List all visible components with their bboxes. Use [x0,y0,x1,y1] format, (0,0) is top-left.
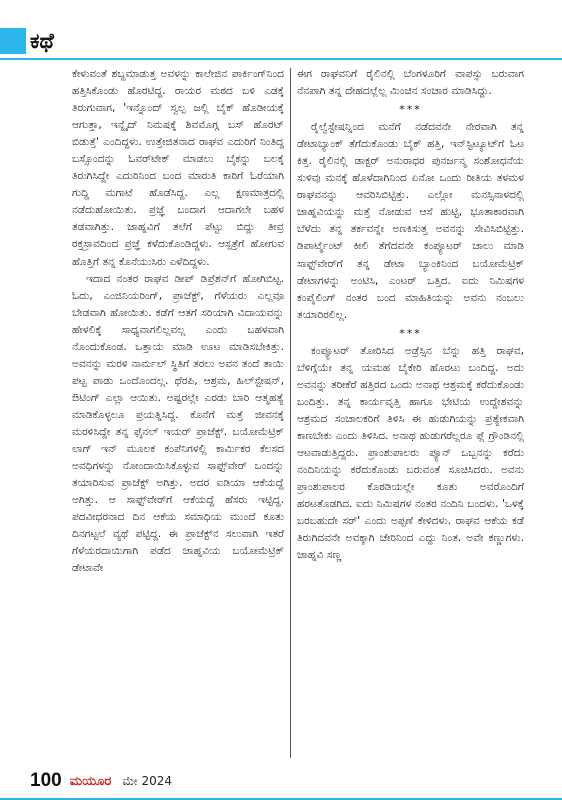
page-header [0,22,562,58]
section-title: ಕಥೆ [30,29,54,53]
page-number: 100 [30,770,62,791]
paragraph: ರೈಲ್ವೆಸ್ಟೇಷನ್ನಿಂದ ಮನೆಗೆ ನಡೆದವನೇ ನೇರವಾಗಿ ತನ್ನ ಡೇಟಾಬ್ಯಾಂಕ್ ತೆಗೆದುಕೊಂಡು ಬೈಕ್ ಹತ್ತಿ, ಇನ್‌ಸ್ಟಿಟ್ಯೂಟ್‌ಗೆ ಓಟ ಕಿತ್ತ. ರೈಲಿನಲ್ಲಿ ಡಾಕ್ಟರ್ ಅನುರಾಧರ ಪುನರ್ಜನ್ಮ ಸಂಶೋಧನೆಯ ಸುಳಿವು ಮನಕ್ಕೆ ಹೊಳೆದಾಗಿನಿಂದ ಏನೋ ಒಂದು ರೀತಿಯ ತಳಮಳ ರಾಘವನನ್ನು ಆವರಿಸಿಬಿಟ್ಟಿತ್ತು. ಎಲ್ಲೋ ಮನಸ್ಸಿನಾಳದಲ್ಲಿ ಜಾಹ್ನವಿಯನ್ನು ಮತ್ತೆ ನೋಡುವ ಆಸೆ ಹುಟ್ಟಿ, ಭೂತಾಕಾರವಾಗಿ ಬೆಳೆದು ತನ್ನ ತರ್ಕವನ್ನೇ ಅಣಕಿಸುತ್ತ ಅವನನ್ನು ಸೇವಿಸಿಬಿಟ್ಟಿತ್ತು. ಡಿಪಾರ್ಟ್ಮೆಂಟ್ ಕೀಲಿ ತೆಗೆದವನೇ ಕಂಪ್ಯೂಟರ್ ಚಾಲು ಮಾಡಿ ಸಾಫ್ಟ್‌ವೇರ್‌ಗೆ ತನ್ನ ಡೇಟಾ ಬ್ಯಾಂಕಿನಿಂದ ಬಯೋಮೆಟ್ರಿಕ್ ಡೇಟಾಗಳನ್ನು ಅಂಟಿಸಿ, ಎಂಟರ್ ಒತ್ತಿದ. ಐದು ನಿಮಿಷಗಳ ಕಂಪೈಲಿಂಗ್ ನಂತರ ಬಂದ ಮಾಹಿತಿಯನ್ನು ಅವನು ನಂಬಲು ತಯಾರಿರಲಿಲ್ಲ. [297,121,524,321]
article-body [72,66,524,766]
section-separator: *** [399,326,422,340]
paragraph: ಕೇಳುವಂತೆ ಶಬ್ದಮಾಡುತ್ತ ಅವಳನ್ನು ಕಾಲೇಜಿನ ಪಾರ್ಕಿಂಗ್‌ನಿಂದ ಹತ್ತಿಸಿಕೊಂಡು ಹೊರಟಿದ್ದ. ರಾಯರ ಮಠದ ಬಳಿ ಎಡಕ್ಕೆ ತಿರುಗುವಾಗ, 'ಇನ್ನೊಂದ್ ಸ್ವಲ್ಪ ಜಲ್ಲಿ ಬೈಕ್ ಹೊಡೀಯಕ್ಕೆ ಆಗುತ್ತಾ, ಇನ್ನೈದ್ ನಿಮಷಕ್ಕೆ ಶಿವಮೊಗ್ಗ ಬಸ್ ಹೊರಟ್ ಬಿಡುತ್ತೆ' ಎಂದಿದ್ದಳು. ಉತ್ತೇಜಿತನಾದ ರಾಘವ ಎದುರಿಗೆ ನಿಂತಿದ್ದ ಬಸ್ಸೊಂದನ್ನು ಓವರ್‌ಟೇಕ್ ಮಾಡಲು ಬೈಕನ್ನು ಬಲಕ್ಕೆ ತಿರುಗಿಸಿದ್ದೇ ಎದುರಿನಿಂದ ಬಂದ ಮಾರುತಿ ಕಾರಿಗೆ ಓರೆಯಾಗಿ ಗುದ್ದಿ ಮಗಾಟೆ ಹೊಡೆಸಿದ್ದ. ಎಲ್ಲ ಕ್ಷಣಮಾತ್ರದಲ್ಲಿ ನಡೆದುಹೋಯಿತು. ಪ್ರಜ್ಞೆ ಬಂದಾಗ ಆದಾಗಲೇ ಬಹಳ ತಡವಾಗಿತ್ತು. ಜಾಹ್ನವಿಗೆ ತಲೆಗೆ ಪೆಟ್ಟು ಬಿದ್ದು ತೀವ್ರ ರಕ್ತಸ್ರಾವದಿಂದ ಪ್ರಜ್ಞೆ ಕಳೆದುಕೊಂಡಿದ್ದಳು. ಆಸ್ಪತ್ರೆಗೆ ಹೋಗುವ ಹೊತ್ತಿಗೆ ತನ್ನ ಕೊನೆಯುಸಿರು ಎಳೆದಿದ್ದಳು. [72,68,284,268]
column-divider [290,68,291,758]
section-separator: *** [399,103,422,117]
issue-date: ಮೇ 2024 [122,773,173,788]
paragraph: ಈಗ ರಾಘವನಿಗೆ ರೈಲಿನಲ್ಲಿ ಬೆಂಗಳೂರಿಗೆ ವಾಪಸ್ಸು ಬರುವಾಗ ನೆನಪಾಗಿ ತನ್ನ ದೇಹದಲ್ಲೆಲ್ಲ ಮಿಂಚಿನ ಸಂಚಾರ ಮಾಡಿಸಿದ್ದು. [297,68,524,98]
section-color-block [0,28,26,54]
right-column [297,66,524,766]
paragraph: ಕಂಪ್ಯೂಟರ್ ತೋರಿಸಿದ ಅಡ್ರೆಸ್ಸಿನ ಬೆನ್ನು ಹತ್ತಿ ರಾಘವ, ಬೆಳಿಗ್ಗೆಯೇ ತನ್ನ ಯಮಹ ಬೈಕೇರಿ ಹೊರಟು ಬಂದಿದ್ದ. ಅದು ಅವನನ್ನು ತರೀಕೆರೆ ಹತ್ತಿರದ ಒಂದು ಅನಾಥ ಆಶ್ರಮಕ್ಕೆ ಕರೆದುಕೊಂಡು ಬಂದಿತ್ತು. ತನ್ನ ಕಾರ್ಯವೃತ್ತಿ ಹಾಗೂ ಭೇಟಿಯ ಉದ್ದೇಶವನ್ನು ಆಶ್ರಮದ ಸಂಚಾಲಕರಿಗೆ ತಿಳಿಸಿ ಈ ಹುಡುಗಿಯನ್ನು ಪ್ರತ್ಯೇಕವಾಗಿ ಕಾಣಬೇಕು ಎಂದು ತಿಳಿಸಿದ. ಅನಾಥ ಹುಡುಗರೆಲ್ಲರೂ ಪ್ಲೆ ಗ್ರೌಂಡಿನಲ್ಲಿ ಆಟವಾಡುತ್ತಿದ್ದರು. ಪ್ರಾಂಶುಪಾಲರು ಪ್ಯೂನ್ ಒಬ್ಬನನ್ನು ಕರೆದು ನಂದಿನಿಯನ್ನು ಕರೆದುಕೊಂಡು ಬರುವಂತೆ ಸೂಚಿಸಿದರು. ಅವನು ಪ್ರಾಂಶುಪಾಲರ ಕೊಠಡಿಯಲ್ಲೇ ಕೂತು ಅವರೊಂದಿಗೆ ಹರಟತೊಡಗಿದ. ಐದು ನಿಮಿಷಗಳ ನಂತರ ನಂದಿನಿ ಬಂದಳು. 'ಒಳಕ್ಕೆ ಬರಬಹುದೇ ಸರ್' ಎಂದು ಅಪ್ಪಣೆ ಕೇಳಿದಳು. ರಾಘವ ಆಕೆಯ ಕಡೆ ತಿರುಗಿದವನೇ ಅವಕ್ಕಾಗಿ ಚೇರಿನಿಂದ ಎದ್ದು ನಿಂತ. ಅವೇ ಕಣ್ಣುಗಳು. ಜಾಹ್ನವಿ ಸಣ್ಣ [297,344,524,562]
left-column [72,66,284,766]
page-footer [30,770,172,794]
header-rule [0,58,562,60]
paragraph: ಇದಾದ ನಂತರ ರಾಘವ ಡೀಪ್ ಡಿಪ್ರೆಶನ್‌ಗೆ ಹೋಗಿಬಿಟ್ಟ. ಓದು, ಎಂಜಿನಿಯರಿಂಗ್, ಪ್ರಾಜೆಕ್ಟ್, ಗೆಳೆಯರು ಎಲ್ಲವೂ ಬೇಡವಾಗಿ ಹೋಯಿತು. ಕಡೆಗೆ ಆತಗೆ ಸರಿಯಾಗಿ ವಿದಾಯವನ್ನು ಹೇಳಲಿಕ್ಕೆ ಸಾಧ್ಯವಾಗಲಿಲ್ಲವಲ್ಲ ಎಂದು ಬಹಳವಾಗಿ ನೊಂದುಕೊಂಡ. ಒತ್ತಾಯ ಮಾಡಿ ಊಟ ಮಾಡಿಸಬೇಕಿತ್ತು. ಅವನನ್ನು ಮರಳಿ ನಾರ್ಮಲ್ ಸ್ಥಿತಿಗೆ ತರಲು ಅವನ ತಂದೆ ತಾಯಿ ಪಟ್ಟ ಪಾಡು ಒಂದೊಂದಲ್ಲ. ಥೆರಪಿ, ಆಶ್ರಮ, ಹಿಲ್‌ಸ್ಟೇಷನ್, ಔಟಿಂಗ್ ಎಲ್ಲಾ ಆಯಿತು. ಅಷ್ಟರಲ್ಲೇ ಎರಡು ಬಾರಿ ಆತ್ಮಹತ್ಯೆ ಮಾಡಿಕೊಳ್ಳಲೂ ಪ್ರಯತ್ನಿಸಿದ್ದ. ಕೊನೆಗೆ ಮತ್ತೆ ಜೀವನಕ್ಕೆ ಮರಳಿಸಿದ್ದೇ ತನ್ನ ಫೈನಲ್ ಇಯರ್ ಪ್ರಾಜೆಕ್ಟ್. ಬಯೋಮೆಟ್ರಿಕ್ ಲಾಗ್ ಇನ್ ಮೂಲಕ ಕಂಪೆನಿಗಳಲ್ಲಿ ಕಾರ್ಮಿಕರ ಕೆಲಸದ ಅವಧಿಗಳನ್ನು ನೋಂದಾಯಿಸಿಕೊಳ್ಳುವ ಸಾಫ್ಟ್‌ವೇರ್ ಒಂದನ್ನು ತಯಾರಿಸುವ ಪ್ರಾಜೆಕ್ಟ್ ಅಗಿತ್ತು. ಅದರ ಐಡಿಯಾ ಆಕೆಯದ್ದೆ ಅಗಿತ್ತು. ಆ ಸಾಫ್ಟ್‌ವೇರ್‌ಗೆ ಆಕೆಯದ್ದೆ ಹೆಸರು ಇಟ್ಟಿದ್ದ. ಪದವೀಧರನಾದ ದಿನ ಆಕೆಯ ಸಮಾಧಿಯ ಮುಂದೆ ಕೂತು ದಿನಗಟ್ಟಲೆ ವ್ಯಥೆ ಪಟ್ಟಿದ್ದ. ಈ ಪ್ರಾಜೆಕ್ಟ್‌ನ ಸಲುವಾಗಿ ಇತರೆ ಗೆಳೆಯರದಾಯಿಗಾಗಿ ಪಡೆದ ಜಾಹ್ನವಿಯ ಬಯೋಮೆಟ್ರಿಕ್ ಡೇಟಾವೇ [72,272,284,575]
magazine-name: ಮಯೂರ [69,773,112,789]
